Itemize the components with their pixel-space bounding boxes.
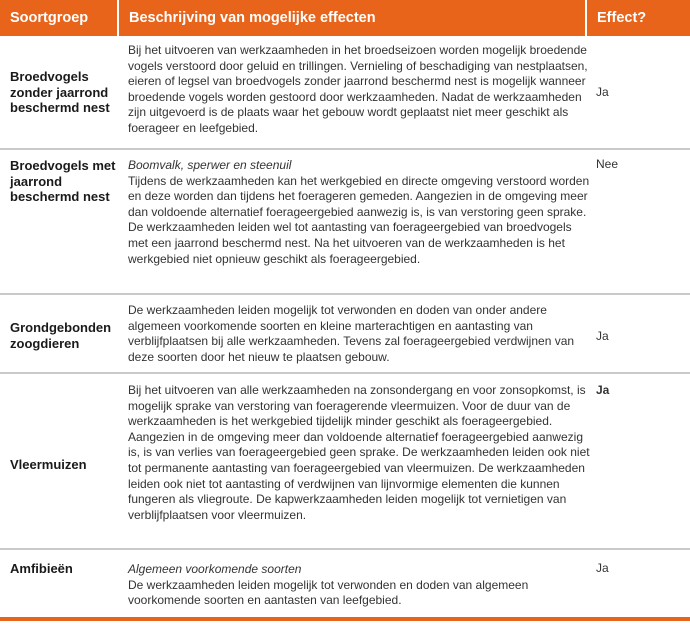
header-beschrijving: Beschrijving van mogelijke effecten: [119, 0, 585, 36]
row-description: [128, 562, 590, 609]
table-row: [0, 36, 690, 150]
row-effect: Nee: [596, 157, 619, 171]
row-group: Vleermuizen: [10, 457, 87, 472]
table-row: [0, 150, 690, 295]
table-bottom-border: [0, 617, 690, 621]
row-description-text: Bij het uitvoeren van werkzaamheden in het broedseizoen worden mogelijk broedende vogels verstoord door geluid en trillingen. Vernieling of beschadiging van nestplaatsen, eieren of legsel van broedvogels zonder jaarrond beschermd nest is mogelijk wanneer broedende vogels worden gestoord door werkzaamheden. Nadat de werkzaamheden zijn uitgevoerd is de plaats waar het gebouw wordt geplaatst niet meer geschikt als foerageer en leefgebied.: [128, 43, 588, 135]
row-species: Algemeen voorkomende soorten: [128, 562, 302, 576]
row-description-text: De werkzaamheden leiden mogelijk tot verwonden en doden van algemeen voorkomende soorten en aantasten van leefgebied.: [128, 577, 529, 608]
row-description-text: Bij het uitvoeren van alle werkzaamheden na zonsondergang en voor zonsopkomst, is mogelijk sprake van verstoring van foeragerende vleermuizen. Voor de duur van de werkzaamheden is het werkgebied tijdelijk minder geschikt als foerageergebied. Aangezien in de omgeving meer dan voldoende alternatief foerageergebied aanwezig is, is van verlies van foerageergebied geen sprake. De werkzaamheden leiden ook niet tot permanente aantasting van foerageergebied van vleermuizen. De werkzaamheden leiden ook niet tot aantasting of verdwijnen van lijnvormige elementen die kunnen fungeren als vliegroute. De kapwerkzaamheden leiden mogelijk tot vernietigen van verblijfplaatsen voor vleermuizen.: [128, 383, 590, 522]
row-description-text: De werkzaamheden leiden mogelijk tot verwonden en doden van onder andere algemeen voorkomende soorten en kleine marterachtigen en aantasting van verblijfplaatsen bij alle werkzaamheden. Tevens zal foerageergebied verdwijnen van deze soorten door het nieuw te plaatsen gebouw.: [128, 303, 575, 364]
row-species: Boomvalk, sperwer en steenuil: [128, 158, 292, 172]
row-effect: Ja: [596, 329, 609, 343]
row-group: Grondgebonden zoogdieren: [10, 320, 112, 351]
row-description: [128, 303, 590, 365]
row-group: Amfibieën: [10, 561, 73, 576]
row-effect: Ja: [596, 561, 609, 575]
row-description: [128, 158, 590, 267]
row-effect: Ja: [596, 85, 609, 99]
table-header: [0, 0, 690, 36]
header-effect: Effect?: [587, 0, 690, 36]
row-effect: Ja: [596, 383, 610, 397]
table-row: [0, 295, 690, 374]
row-group: Broedvogels met jaarrond beschermd nest: [10, 158, 116, 205]
row-description-text: Tijdens de werkzaamheden kan het werkgebied en directe omgeving verstoord worden en deze worden dan tijdens het foerageren gemeden. Aangezien in de omgeving meer dan voldoende alternatief foerageergebied aanwezig is, is van verstoring geen sprake. De werkzaamheden leiden wel tot aantasting van foerageergebied van broedvogels met een jaarrond beschermd nest. Na het uitvoeren van de werkzaamheden is het werkgebied niet opnieuw geschikt als foerageergebied.: [128, 173, 590, 266]
row-group: Broedvogels zonder jaarrond beschermd nest: [10, 69, 110, 116]
row-description: [128, 383, 590, 523]
header-soortgroep: Soortgroep: [0, 0, 117, 36]
table-row: [0, 374, 690, 550]
row-description: [128, 43, 590, 137]
table-row: [0, 550, 690, 617]
